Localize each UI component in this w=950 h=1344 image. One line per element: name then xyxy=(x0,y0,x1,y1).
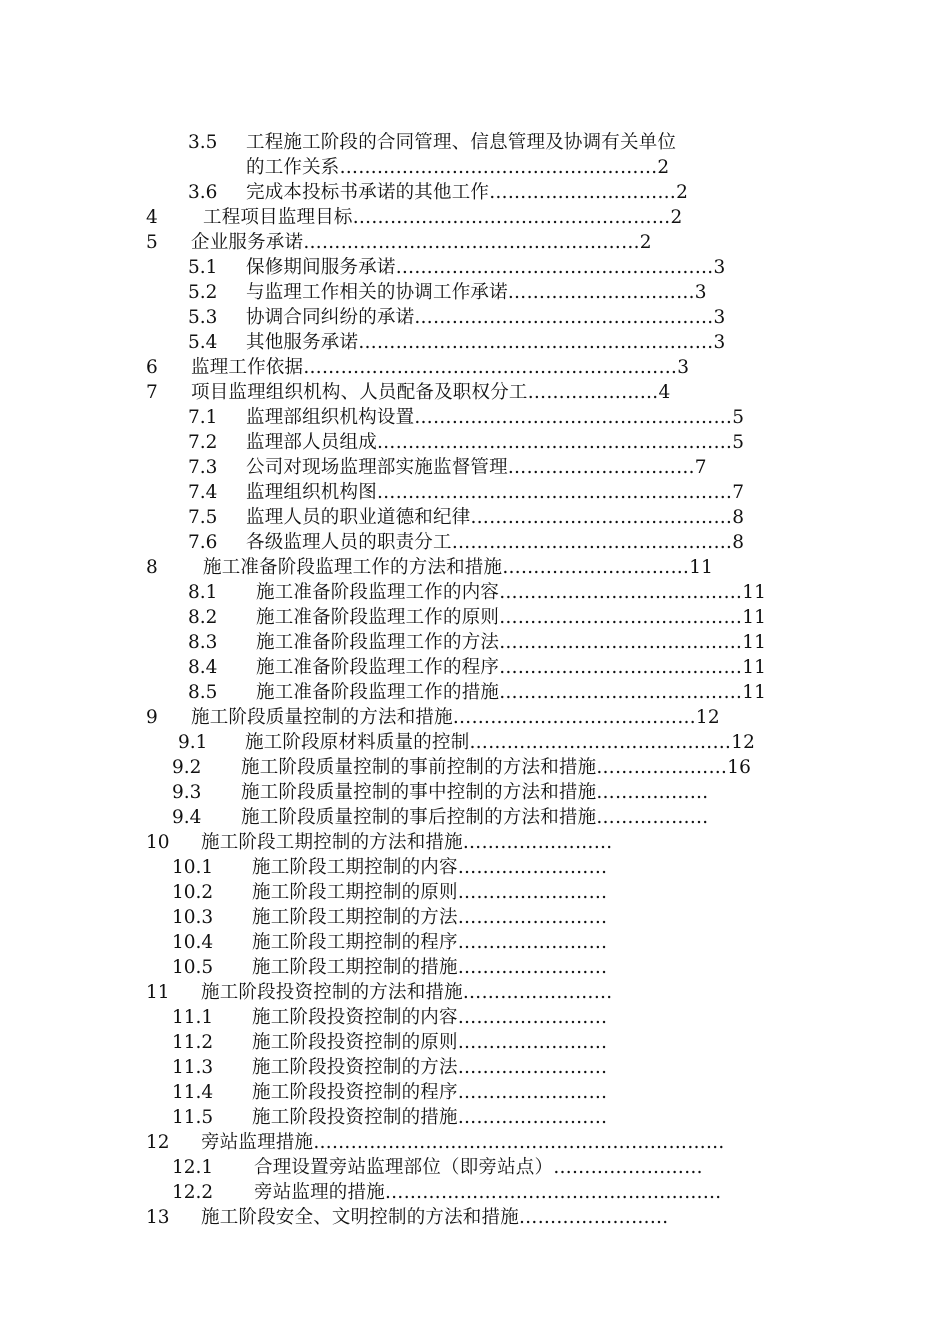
toc-entry[interactable] xyxy=(0,256,880,280)
toc-entry-title: 施工准备阶段监理工作的措施…………………………………11 xyxy=(256,682,767,703)
toc-entry-number: 4 xyxy=(146,207,158,228)
toc-entry-number: 10.3 xyxy=(172,907,214,928)
toc-entry[interactable] xyxy=(0,731,880,755)
toc-entry-title: 保修期间服务承诺……………………………………………3 xyxy=(246,257,726,278)
toc-entry[interactable] xyxy=(0,456,880,480)
toc-entry[interactable] xyxy=(0,556,880,580)
toc-entry[interactable] xyxy=(0,706,880,730)
toc-entry-title: 施工阶段投资控制的措施…………………… xyxy=(252,1107,608,1128)
toc-entry[interactable] xyxy=(0,281,880,305)
toc-entry-number: 11.4 xyxy=(172,1082,214,1103)
toc-entry-number: 11 xyxy=(146,982,170,1003)
toc-entry-number: 13 xyxy=(146,1207,170,1228)
toc-entry-title: 监理部组织机构设置……………………………………………5 xyxy=(246,407,745,428)
toc-entry[interactable] xyxy=(0,1181,880,1205)
toc-entry-title: 施工阶段工期控制的措施…………………… xyxy=(252,957,608,978)
toc-entry[interactable] xyxy=(0,356,880,380)
toc-entry-title: 监理组织机构图…………………………………………………7 xyxy=(246,482,745,503)
toc-entry-number: 8.5 xyxy=(188,682,218,703)
toc-entry-title: 施工阶段投资控制的方法…………………… xyxy=(252,1057,608,1078)
toc-entry[interactable] xyxy=(0,656,880,680)
toc-entry-title: 施工阶段投资控制的原则…………………… xyxy=(252,1032,608,1053)
toc-entry-number: 5.1 xyxy=(188,257,218,278)
toc-entry-title: 施工阶段工期控制的内容…………………… xyxy=(252,857,608,878)
toc-entry-title: 施工阶段质量控制的方法和措施…………………………………12 xyxy=(191,707,720,728)
toc-entry-title: 施工准备阶段监理工作的方法和措施…………………………11 xyxy=(203,557,714,578)
toc-entry-number: 12.1 xyxy=(172,1157,214,1178)
toc-entry-title: 施工阶段投资控制的内容…………………… xyxy=(252,1007,608,1028)
toc-entry-title: 工程项目监理目标……………………………………………2 xyxy=(203,207,683,228)
toc-entry-title: 施工阶段投资控制的程序…………………… xyxy=(252,1082,608,1103)
toc-entry-title: 的工作关系……………………………………………2 xyxy=(246,157,670,178)
toc-entry-number: 8.1 xyxy=(188,582,218,603)
toc-entry-number: 6 xyxy=(146,357,158,378)
toc-entry-title: 施工阶段安全、文明控制的方法和措施…………………… xyxy=(201,1207,669,1228)
toc-entry-number: 8.3 xyxy=(188,632,218,653)
toc-entry-title: 监理部人员组成…………………………………………………5 xyxy=(246,432,745,453)
toc-entry-number: 9.1 xyxy=(178,732,208,753)
toc-entry-title: 施工阶段工期控制的方法…………………… xyxy=(252,907,608,928)
toc-entry[interactable] xyxy=(0,306,880,330)
toc-entry-title: 协调合同纠纷的承诺…………………………………………3 xyxy=(246,307,726,328)
toc-entry[interactable] xyxy=(0,1056,880,1080)
toc-entry-number: 3.6 xyxy=(188,182,218,203)
toc-entry-title: 施工阶段质量控制的事后控制的方法和措施……………… xyxy=(241,807,709,828)
toc-entry-number: 3.5 xyxy=(188,132,218,153)
toc-entry[interactable] xyxy=(0,1156,880,1180)
toc-entry-number: 7.6 xyxy=(188,532,218,553)
toc-entry-number: 9 xyxy=(146,707,158,728)
toc-entry-number: 5.4 xyxy=(188,332,218,353)
toc-entry[interactable] xyxy=(0,156,880,180)
toc-entry[interactable] xyxy=(0,406,880,430)
toc-entry[interactable] xyxy=(0,931,880,955)
toc-entry[interactable] xyxy=(0,1106,880,1130)
toc-entry-title: 合理设置旁站监理部位（即旁站点）…………………… xyxy=(254,1157,703,1178)
toc-entry-number: 10.5 xyxy=(172,957,214,978)
toc-entry-number: 11.5 xyxy=(172,1107,214,1128)
toc-entry-number: 7.4 xyxy=(188,482,218,503)
toc-entry-title: 施工阶段投资控制的方法和措施…………………… xyxy=(201,982,613,1003)
toc-entry-number: 9.3 xyxy=(172,782,202,803)
toc-entry-title: 监理人员的职业道德和纪律……………………………………8 xyxy=(246,507,745,528)
toc-entry-title: 各级监理人员的职责分工………………………………………8 xyxy=(246,532,745,553)
toc-entry-title: 监理工作依据……………………………………………………3 xyxy=(191,357,690,378)
toc-entry-title: 项目监理组织机构、人员配备及职权分工…………………4 xyxy=(191,382,671,403)
toc-entry-number: 7.1 xyxy=(188,407,218,428)
toc-entry-number: 5 xyxy=(146,232,158,253)
toc-entry-number: 7 xyxy=(146,382,158,403)
toc-entry-number: 8.4 xyxy=(188,657,218,678)
toc-entry[interactable] xyxy=(0,1081,880,1105)
toc-entry-number: 5.3 xyxy=(188,307,218,328)
toc-entry-number: 7.2 xyxy=(188,432,218,453)
toc-entry-number: 9.4 xyxy=(172,807,202,828)
toc-entry[interactable] xyxy=(0,981,880,1005)
toc-entry[interactable] xyxy=(0,431,880,455)
toc-entry-title: 施工阶段质量控制的事前控制的方法和措施…………………16 xyxy=(241,757,752,778)
toc-entry[interactable] xyxy=(0,606,880,630)
toc-entry-number: 11.2 xyxy=(172,1032,214,1053)
toc-entry[interactable] xyxy=(0,956,880,980)
toc-entry[interactable] xyxy=(0,831,880,855)
toc-entry-number: 10.2 xyxy=(172,882,214,903)
toc-entry-number: 8 xyxy=(146,557,158,578)
toc-entry-title: 施工阶段原材料质量的控制……………………………………12 xyxy=(245,732,756,753)
toc-entry-title: 工程施工阶段的合同管理、信息管理及协调有关单位 xyxy=(246,132,677,153)
toc-entry[interactable] xyxy=(0,1006,880,1030)
toc-entry-title: 施工阶段工期控制的原则…………………… xyxy=(252,882,608,903)
toc-entry-title: 公司对现场监理部实施监督管理…………………………7 xyxy=(246,457,707,478)
toc-entry-title: 旁站监理的措施……………………………………………… xyxy=(254,1182,722,1203)
toc-entry-number: 11.3 xyxy=(172,1057,214,1078)
toc-entry[interactable] xyxy=(0,181,880,205)
toc-entry-number: 7.5 xyxy=(188,507,218,528)
toc-entry-title: 施工阶段工期控制的程序…………………… xyxy=(252,932,608,953)
toc-entry[interactable] xyxy=(0,756,880,780)
toc-entry[interactable] xyxy=(0,231,880,255)
toc-entry-number: 12 xyxy=(146,1132,170,1153)
toc-entry[interactable] xyxy=(0,856,880,880)
toc-entry[interactable] xyxy=(0,331,880,355)
toc-entry[interactable] xyxy=(0,1131,880,1155)
toc-entry-title: 与监理工作相关的协调工作承诺…………………………3 xyxy=(246,282,707,303)
toc-entry[interactable] xyxy=(0,531,880,555)
toc-entry[interactable] xyxy=(0,481,880,505)
toc-entry-title: 施工阶段工期控制的方法和措施…………………… xyxy=(201,832,613,853)
toc-entry-title: 企业服务承诺………………………………………………2 xyxy=(191,232,652,253)
toc-entry-title: 施工准备阶段监理工作的程序…………………………………11 xyxy=(256,657,767,678)
toc-entry[interactable] xyxy=(0,881,880,905)
toc-entry-number: 12.2 xyxy=(172,1182,214,1203)
toc-entry-number: 7.3 xyxy=(188,457,218,478)
toc-entry-title: 其他服务承诺…………………………………………………3 xyxy=(246,332,726,353)
toc-entry[interactable] xyxy=(0,781,880,805)
toc-entry-number: 11.1 xyxy=(172,1007,214,1028)
toc-entry[interactable] xyxy=(0,631,880,655)
toc-entry[interactable] xyxy=(0,206,880,230)
toc-entry[interactable] xyxy=(0,1206,880,1230)
toc-entry-number: 10.1 xyxy=(172,857,214,878)
toc-entry[interactable] xyxy=(0,1031,880,1055)
toc-entry[interactable] xyxy=(0,131,880,155)
toc-entry-number: 10 xyxy=(146,832,170,853)
toc-entry-title: 施工准备阶段监理工作的内容…………………………………11 xyxy=(256,582,767,603)
toc-entry[interactable] xyxy=(0,381,880,405)
toc-entry[interactable] xyxy=(0,581,880,605)
toc-entry[interactable] xyxy=(0,906,880,930)
toc-entry-number: 9.2 xyxy=(172,757,202,778)
toc-entry-number: 8.2 xyxy=(188,607,218,628)
toc-entry-title: 施工准备阶段监理工作的方法…………………………………11 xyxy=(256,632,767,653)
toc-entry-title: 施工准备阶段监理工作的原则…………………………………11 xyxy=(256,607,767,628)
toc-entry[interactable] xyxy=(0,681,880,705)
toc-entry-number: 5.2 xyxy=(188,282,218,303)
toc-entry[interactable] xyxy=(0,506,880,530)
toc-entry-title: 旁站监理措施………………………………………………………… xyxy=(201,1132,725,1153)
toc-entry-title: 施工阶段质量控制的事中控制的方法和措施……………… xyxy=(241,782,709,803)
toc-entry[interactable] xyxy=(0,806,880,830)
toc-entry-title: 完成本投标书承诺的其他工作…………………………2 xyxy=(246,182,689,203)
toc-entry-number: 10.4 xyxy=(172,932,214,953)
